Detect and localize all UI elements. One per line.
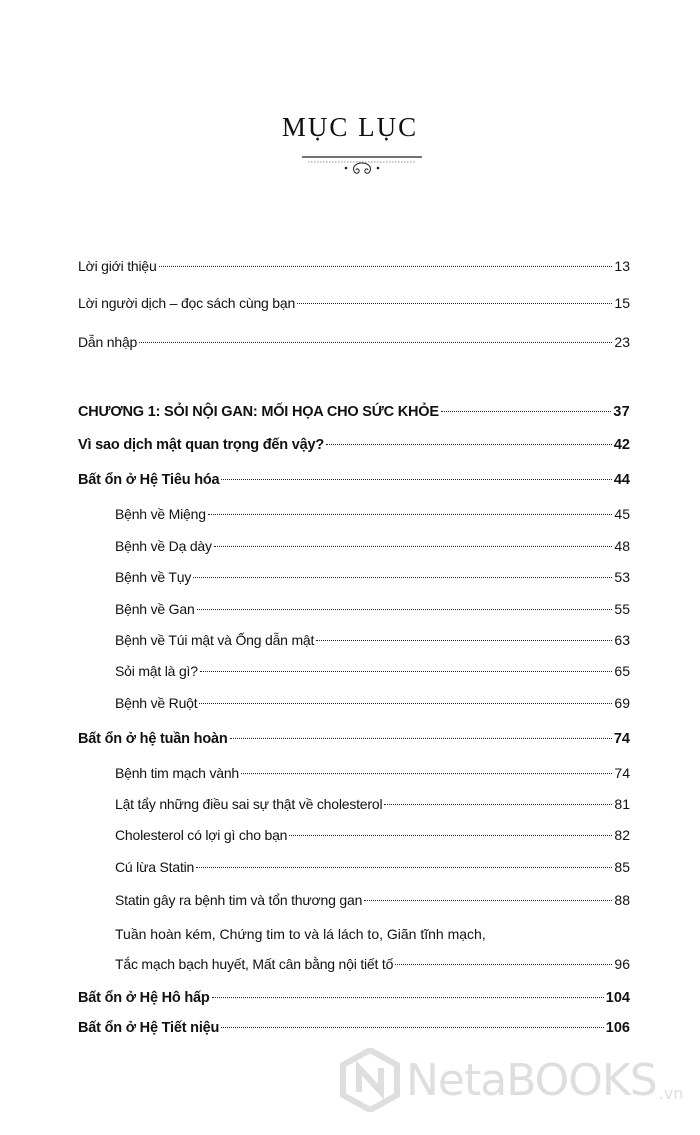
toc-subentry: [115, 826, 630, 844]
toc-entry-label: Vì sao dịch mật quan trọng đến vậy?: [78, 437, 324, 453]
toc-entry-label: Bệnh về Tụy: [115, 569, 192, 585]
toc-entry-page: 104: [605, 990, 630, 1006]
watermark: [340, 1035, 700, 1125]
dot-leader: [395, 964, 612, 965]
toc-entry-label: Lời giới thiệu: [78, 258, 157, 274]
toc-subentry-label-line1: Tuần hoàn kém, Chứng tim to và lá lách to, Giãn tĩnh mạch,: [115, 926, 486, 942]
toc-entry: [78, 257, 630, 275]
toc-entry-page: 81: [614, 796, 630, 812]
toc-entry-page: 53: [614, 569, 630, 585]
toc-entry-label: Tắc mạch bạch huyết, Mất cân bằng nội tiết tố: [115, 956, 394, 972]
toc-entry-page: 63: [614, 632, 630, 648]
toc-section-entry: [78, 471, 630, 489]
toc-section-entry: [78, 730, 630, 748]
dot-leader: [221, 479, 611, 480]
toc-entry-label: Dẫn nhập: [78, 334, 138, 350]
toc-entry-page: 48: [614, 538, 630, 554]
toc-subentry: [115, 858, 630, 876]
dot-leader: [297, 303, 612, 304]
toc-entry: [78, 333, 630, 351]
toc-entry-label: Bệnh về Gan: [115, 601, 195, 617]
toc-section-entry: [78, 436, 630, 454]
dot-leader: [196, 867, 612, 868]
dot-leader: [241, 773, 612, 774]
dot-leader: [316, 640, 612, 641]
watermark-suffix: .vn: [658, 1084, 684, 1103]
dot-leader: [289, 835, 612, 836]
toc-entry-page: 82: [614, 827, 630, 843]
toc-entry-label: CHƯƠNG 1: SỎI NỘI GAN: MỐI HỌA CHO SỨC KHỎE: [78, 404, 439, 420]
toc-entry-page: 74: [613, 731, 630, 747]
toc-entry-page: 23: [614, 334, 630, 350]
toc-entry-page: 44: [613, 472, 630, 488]
toc-entry-page: 106: [605, 1020, 630, 1036]
toc-entry-page: 69: [614, 695, 630, 711]
toc-subentry: [115, 631, 630, 649]
toc-entry-label: Bất ổn ở Hệ Hô hấp: [78, 990, 210, 1006]
dot-leader: [159, 266, 613, 267]
watermark-brand: NetaBOOKS: [406, 1054, 657, 1106]
toc-entry-label: Bất ổn ở Hệ Tiết niệu: [78, 1020, 220, 1036]
toc-entry-page: 65: [614, 663, 630, 679]
toc-entry-page: 88: [614, 892, 630, 908]
toc-entry-page: 45: [614, 506, 630, 522]
dot-leader: [441, 411, 611, 412]
toc-entry-page: 96: [614, 956, 630, 972]
dot-leader: [199, 703, 612, 704]
toc-entry-page: 42: [613, 437, 630, 453]
toc-entry-label: Bệnh về Túi mật và Ống dẫn mật: [115, 632, 315, 648]
dot-leader: [208, 514, 613, 515]
toc-entry-label: Bất ổn ở Hệ Tiêu hóa: [78, 472, 220, 488]
dot-leader: [200, 671, 613, 672]
toc-entry-label: Bất ổn ở hệ tuần hoàn: [78, 731, 228, 747]
toc-subentry: [115, 505, 630, 523]
dot-leader: [214, 546, 613, 547]
toc-entry-page: 15: [614, 295, 630, 311]
toc-entry-label: Cú lừa Statin: [115, 859, 195, 875]
toc-entry-label: Lật tẩy những điều sai sự thật về cholesterol: [115, 796, 383, 812]
toc-subentry: [115, 662, 630, 680]
toc-subentry: [115, 764, 630, 782]
netabooks-logo-icon: [340, 1048, 400, 1112]
toc-entry-page: 37: [613, 404, 630, 420]
toc-subentry: [115, 795, 630, 813]
toc-subentry: [115, 891, 630, 909]
toc-subentry: [115, 955, 630, 973]
toc-entry-label: Bệnh tim mạch vành: [115, 765, 240, 781]
toc-subentry: [115, 568, 630, 586]
toc-entry-page: 85: [614, 859, 630, 875]
dot-leader: [221, 1027, 604, 1028]
toc-entry-label: Bệnh về Dạ dày: [115, 538, 212, 554]
toc-subentry: [115, 537, 630, 555]
toc-entry: [78, 294, 630, 312]
dot-leader: [139, 342, 612, 343]
dot-leader: [212, 997, 604, 998]
dot-leader: [197, 609, 613, 610]
toc-entry-label: Statin gây ra bệnh tim và tổn thương gan: [115, 892, 363, 908]
toc-chapter-entry: [78, 403, 630, 421]
toc-subentry: [115, 694, 630, 712]
title-ornament-icon: [300, 153, 424, 183]
toc-entry-page: 13: [614, 258, 630, 274]
toc-section-entry: [78, 989, 630, 1007]
dot-leader: [384, 804, 612, 805]
dot-leader: [326, 444, 612, 445]
toc-entry-label: Bệnh về Ruột: [115, 695, 198, 711]
toc-entry-label: Cholesterol có lợi gì cho bạn: [115, 827, 288, 843]
toc-entry-label: Bệnh về Miệng: [115, 506, 206, 522]
page-title: MỤC LỤC: [281, 112, 419, 142]
toc-entry-page: 74: [614, 765, 630, 781]
toc-subentry: [115, 600, 630, 618]
toc-entry-page: 55: [614, 601, 630, 617]
toc-entry-label: Sỏi mật là gì?: [115, 663, 198, 679]
dot-leader: [193, 577, 612, 578]
dot-leader: [364, 900, 612, 901]
toc-entry-label: Lời người dịch – đọc sách cùng bạn: [78, 295, 296, 311]
dot-leader: [230, 738, 612, 739]
